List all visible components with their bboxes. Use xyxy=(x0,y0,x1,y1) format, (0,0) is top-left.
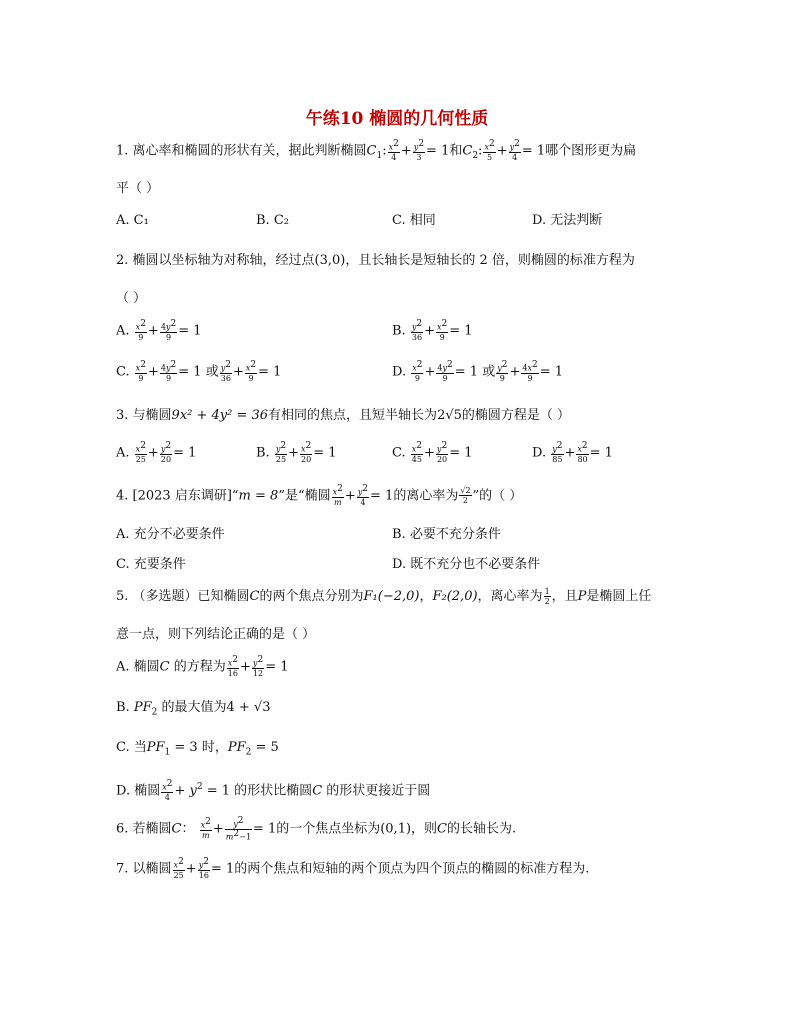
q1-text: 1. 离心率和椭圆的形状有关，据此判断椭圆 xyxy=(116,143,367,159)
q3-option-d: D. $\frac{y^2}{85}$ + $\frac{x^2}{80}$ = 1 xyxy=(532,441,613,464)
q1-option-d: D. 无法判断 xyxy=(532,213,603,228)
q4-option-c: C. 充要条件 xyxy=(116,557,186,572)
q3-option-c: C. $\frac{x^2}{45}$ + $\frac{y^2}{20}$ = 1 xyxy=(392,441,473,464)
q4-option-b: B. 必要不充分条件 xyxy=(392,527,501,542)
question-7: 7. 以椭圆 $\frac{x^2}{25}$ + $\frac{y^2}{16}$ = 1的两个焦点和短轴的两个顶点为四个顶点的椭圆的标准方程为. xyxy=(116,857,590,880)
q2-option-b: B. $\frac{y^2}{36}$ + $\frac{x^2}{9}$ = 1 xyxy=(392,319,473,342)
question-6: 6. 若椭圆C： $\frac{x^2}{m}$ + $\frac{y^2}{m^2-1}$ = 1的一个焦点坐标为(0,1)，则C的长轴长为. xyxy=(116,816,517,842)
q2-option-c: C. $\frac{x^2}{9}$ + $\frac{4y^2}{9}$ = 1 或 $\frac{y^2}{36}$ + $\frac{x^2}{9}$ = 1 xyxy=(116,360,282,383)
question-3: 3. 与椭圆9x² + 4y² = 36有相同的焦点，且短半轴长为2√5的椭圆方程是（ ） xyxy=(116,408,571,423)
question-5-cont: 意一点，则下列结论正确的是（ ） xyxy=(116,627,316,642)
q1-option-a: A. C₁ xyxy=(116,213,149,228)
page-title: 午练10 椭圆的几何性质 xyxy=(305,109,489,129)
q1-option-c: C. 相同 xyxy=(392,213,436,228)
q5-option-c: C. 当$PF_1 = 3$ 时，$PF_2 = 5$ xyxy=(116,740,279,758)
q1-c1: C xyxy=(366,143,377,159)
question-2-cont: （ ） xyxy=(116,291,147,306)
q1-option-b: B. C₂ xyxy=(256,213,289,228)
question-1-cont: 平（ ） xyxy=(116,181,160,196)
question-4: 4. [2023 启东调研]“m = 8”是“椭圆 $\frac{x^2}{m}$ + $\frac{y^2}{4}$ = 1的离心率为 $\frac{√2}{2}$ ”的（ ） xyxy=(116,484,523,507)
q5-option-d: D. 椭圆 $\frac{x^2}{4}$ + $y^2 = 1$ 的形状比椭圆C 的形状更接近于圆 xyxy=(116,779,431,802)
q2-option-d: D. $\frac{x^2}{9}$ + $\frac{4y^2}{9}$ = 1 或 $\frac{y^2}{9}$ + $\frac{4x^2}{9}$ = 1 xyxy=(392,360,564,383)
q5-option-b: B. $PF_2$ 的最大值为4 + √3 xyxy=(116,700,271,718)
q4-option-a: A. 充分不必要条件 xyxy=(116,527,225,542)
question-5: 5. （多选题）已知椭圆C的两个焦点分别为F₁(−2,0)，F₂(2,0)，离心率为 $\frac{1}{2}$ ，且P是椭圆上任 xyxy=(116,587,652,606)
q4-option-d: D. 既不充分也不必要条件 xyxy=(392,557,541,572)
q3-option-b: B. $\frac{y^2}{25}$ + $\frac{x^2}{20}$ = 1 xyxy=(256,441,337,464)
q5-option-a: A. 椭圆C 的方程为 $\frac{x^2}{16}$ + $\frac{y^2}{12}$ = 1 xyxy=(116,655,289,678)
question-2: 2. 椭圆以坐标轴为对称轴，经过点(3,0)，且长轴长是短轴长的 2 倍，则椭圆的标准方程为 xyxy=(116,253,635,268)
question-1: 1. 离心率和椭圆的形状有关，据此判断椭圆$C_1$: $\frac{x^2}{4}$ + $\frac{y^2}{3}$ = 1和$C_2$: $\frac{x^2}{5}$ + $\frac{y^2}{4}$ = 1哪个图形更为扁 xyxy=(116,139,637,162)
q2-option-a: A. $\frac{x^2}{9}$ + $\frac{4y^2}{9}$ = 1 xyxy=(116,319,202,342)
q3-option-a: A. $\frac{x^2}{25}$ + $\frac{y^2}{20}$ = 1 xyxy=(116,441,197,464)
